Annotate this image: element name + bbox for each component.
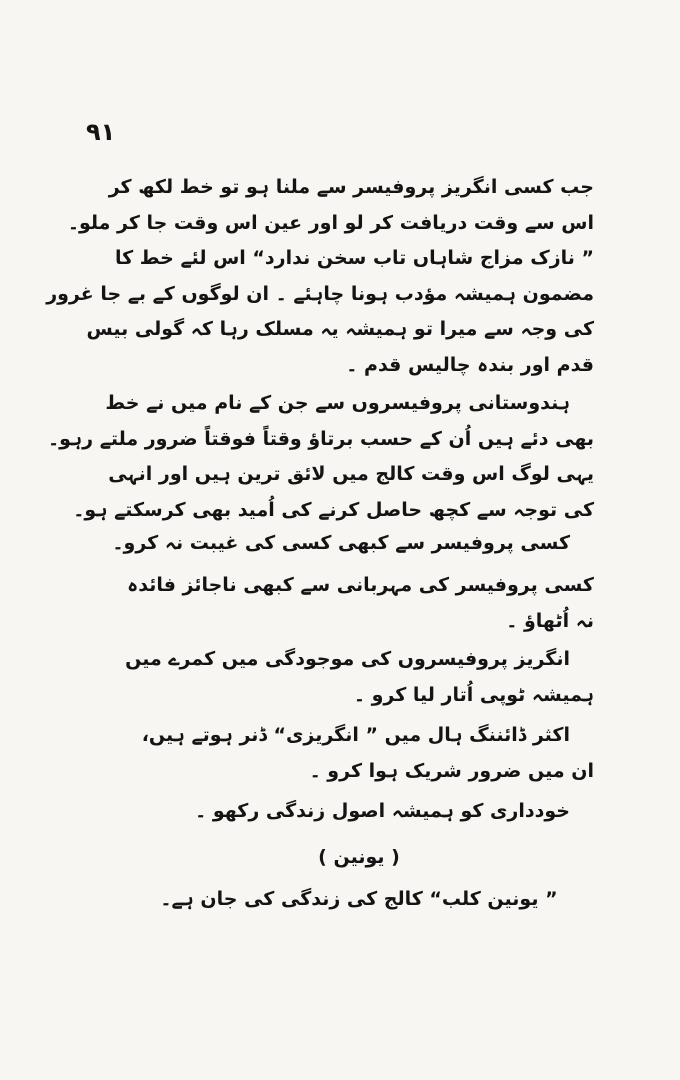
text-line: کسی پروفیسر سے کبھی کسی کی غیبت نہ کرو۔ <box>112 532 570 554</box>
closing-line: ” یونین کلب“ کالج کی زندگی کی جان ہے۔ <box>160 888 558 910</box>
text-line: ان میں ضرور شریک ہوا کرو ۔ <box>309 759 594 782</box>
paragraph-7 <box>124 794 594 830</box>
text-line: انگریز پروفیسروں کی موجودگی میں کمرے میں <box>125 648 570 670</box>
text-line: خودداری کو ہمیشہ اصول زندگی رکھو ۔ <box>195 800 570 822</box>
page-number: ۹۱ <box>86 118 116 146</box>
paragraph-5 <box>124 642 594 713</box>
paragraph-3 <box>112 526 594 562</box>
text-line: ہندوستانی پروفیسروں سے جن کے نام میں نے خط <box>105 392 570 414</box>
text-line: کی توجہ سے کچھ حاصل کرنے کی اُمید بھی کرسکتے ہو۔ <box>73 498 594 521</box>
text-line: کسی پروفیسر کی مہربانی سے کبھی ناجائز فائدہ <box>127 574 594 596</box>
text-line: اس سے وقت دریافت کر لو اور عین اس وقت جا کر ملو۔ <box>67 211 594 234</box>
text-line: کی وجہ سے میرا تو ہمیشہ یہ مسلک رہا کہ گولی بیس <box>86 318 594 340</box>
text-line: مضمون ہمیشہ مؤدب ہونا چاہئے ۔ ان لوگوں کے بے جا غرور <box>46 282 594 305</box>
section-heading: ( یونین ) <box>318 846 400 868</box>
paragraph-1 <box>46 170 594 383</box>
paragraph-6 <box>124 718 594 789</box>
text-line: نہ اُٹھاؤ ۔ <box>506 609 594 632</box>
text-line: جب کسی انگریز پروفیسر سے ملنا ہو تو خط لکھ کر <box>108 176 594 198</box>
text-line: یہی لوگ اس وقت کالج میں لائق ترین ہیں اور انہی <box>108 463 594 485</box>
paragraph-4 <box>124 568 594 639</box>
text-line: بھی دئے ہیں اُن کے حسب برتاؤ وقتاً فوقتاً ضرور ملتے رہو۔ <box>47 427 594 450</box>
text-line: اکثر ڈائننگ ہال میں ” انگریزی“ ڈنر ہوتے ہیں، <box>141 724 570 746</box>
text-line: قدم اور بندہ چالیس قدم ۔ <box>346 353 594 376</box>
text-line: ہمیشہ ٹوپی اُتار لیا کرو ۔ <box>353 683 594 706</box>
paragraph-2 <box>47 386 594 528</box>
text-line: ” نازک مزاج شاہاں تاب سخن ندارد“ اس لئے خط کا <box>115 247 594 269</box>
